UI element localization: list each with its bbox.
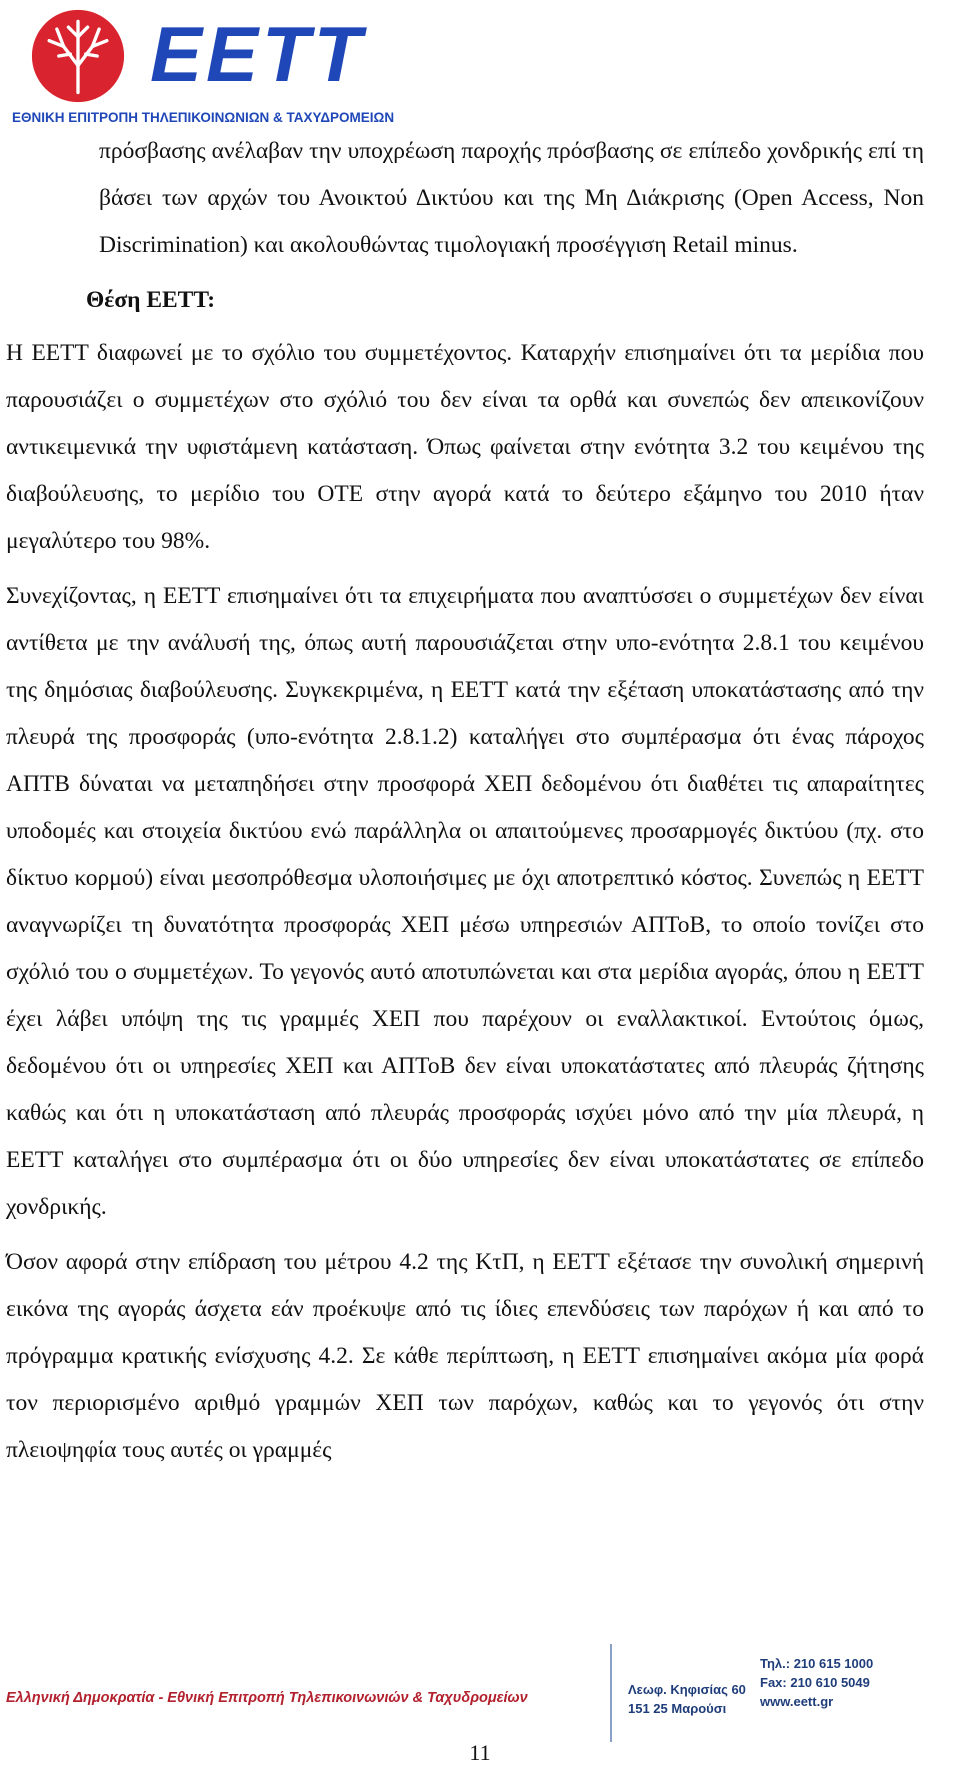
- paragraph-continued: πρόσβασης ανέλαβαν την υποχρέωση παροχής πρόσβασης σε επίπεδο χονδρικής επί τη βάσει των αρχών του Ανοικτού Δικτύου και της Μη Διάκρισης (Open Access, Non Discrimination) και ακολουθώντας τιμολογιακή προσέγγιση Retail minus.: [99, 138, 924, 258]
- footer-divider: [610, 1644, 612, 1742]
- document-body: [6, 128, 924, 1482]
- section-heading: Θέση ΕΕΤΤ:: [86, 287, 216, 313]
- footer-address: [628, 1680, 746, 1718]
- paragraph: Η ΕΕΤΤ διαφωνεί με το σχόλιο του συμμετέχοντος. Καταρχήν επισημαίνει ότι τα μερίδια που παρουσιάζει ο συμμετέχων στο σχόλιό του δεν είναι τα ορθά και συνεπώς δεν απεικονίζουν αντικειμενικά την υφιστάμενη κατάσταση. Όπως φαίνεται στην ενότητα 3.2 του κειμένου της διαβούλευσης, το μερίδιο του ΟΤΕ στην αγορά κατά το δεύτερο εξάμηνο του 2010 ήταν μεγαλύτερο του 98%.: [6, 340, 924, 554]
- paragraph: Όσον αφορά στην επίδραση του μέτρου 4.2 της ΚτΠ, η ΕΕΤΤ εξέτασε την συνολική σημερινή εικόνα της αγοράς άσχετα εάν προέκυψε από τις ίδιες επενδύσεις των παρόχων ή και από το πρόγραμμα κρατικής ενίσχυσης 4.2. Σε κάθε περίπτωση, η ΕΕΤΤ επισημαίνει ακόμα μία φορά τον περιορισμένο αριθμό γραμμών ΧΕΠ των παρόχων, καθώς και το γεγονός ότι στην πλειοψηφία τους αυτές οι γραμμές: [6, 1249, 924, 1463]
- footer-slogan: Ελληνική Δημοκρατία - Εθνική Επιτροπή Τηλεπικοινωνιών & Ταχυδρομείων: [6, 1690, 528, 1706]
- eett-tree-logo-icon: [30, 8, 126, 104]
- phone-number: Τηλ.: 210 615 1000: [760, 1656, 874, 1671]
- organization-name: ΕΘΝΙΚΗ ΕΠΙΤΡΟΠΗ ΤΗΛΕΠΙΚΟΙΝΩΝΙΩΝ & ΤΑΧΥΔΡΟΜΕΙΩΝ: [12, 110, 395, 125]
- address-line: 151 25 Μαρούσι: [628, 1701, 727, 1716]
- website-link[interactable]: www.eett.gr: [760, 1694, 834, 1709]
- page-number: 11: [469, 1740, 491, 1765]
- footer-contact: [760, 1654, 873, 1711]
- eett-logo-text: EETT: [150, 10, 366, 98]
- address-line: Λεωφ. Κηφισίας 60: [628, 1682, 746, 1697]
- paragraph: Συνεχίζοντας, η ΕΕΤΤ επισημαίνει ότι τα επιχειρήματα που αναπτύσσει ο συμμετέχων δεν είναι αντίθετα με την ανάλυσή της, όπως αυτή παρουσιάζεται στην υπο-ενότητα 2.8.1 του κειμένου της δημόσιας διαβούλευσης. Συγκεκριμένα, η ΕΕΤΤ κατά την εξέταση υποκατάστασης από την πλευρά της προσφοράς (υπο-ενότητα 2.8.1.2) καταλήγει στο συμπέρασμα ότι ένας πάροχος ΑΠΤΒ δύναται να μεταπηδήσει στην προσφορά ΧΕΠ δεδομένου ότι διαθέτει τις απαραίτητες υποδομές και στοιχεία δικτύου ενώ παράλληλα οι απαιτούμενες προσαρμογές δικτύου (πχ. στο δίκτυο κορμού) είναι μεσοπρόθεσμα υλοποιήσιμες με όχι αποτρεπτικό κόστος. Συνεπώς η ΕΕΤΤ αναγνωρίζει τη δυνατότητα προσφοράς ΧΕΠ μέσω υπηρεσιών ΑΠΤοΒ, το οποίο τονίζει στο σχόλιό του ο συμμετέχων. Το γεγονός αυτό αποτυπώνεται και στα μερίδια αγοράς, όπου η ΕΕΤΤ έχει λάβει υπόψη της τις γραμμές ΧΕΠ που παρέχουν οι εναλλακτικοί. Εντούτοις όμως, δεδομένου ότι οι υπηρεσίες ΧΕΠ και ΑΠΤοΒ δεν είναι υποκατάστατες από πλευράς ζήτησης καθώς και ότι η υποκατάσταση από πλευράς προσφοράς ισχύει μόνο από την μία πλευρά, η ΕΕΤΤ καταλήγει στο συμπέρασμα ότι οι δύο υπηρεσίες δεν είναι υποκατάστατες σε επίπεδο χονδρικής.: [6, 583, 924, 1220]
- document-header: [12, 6, 395, 128]
- fax-number: Fax: 210 610 5049: [760, 1675, 870, 1690]
